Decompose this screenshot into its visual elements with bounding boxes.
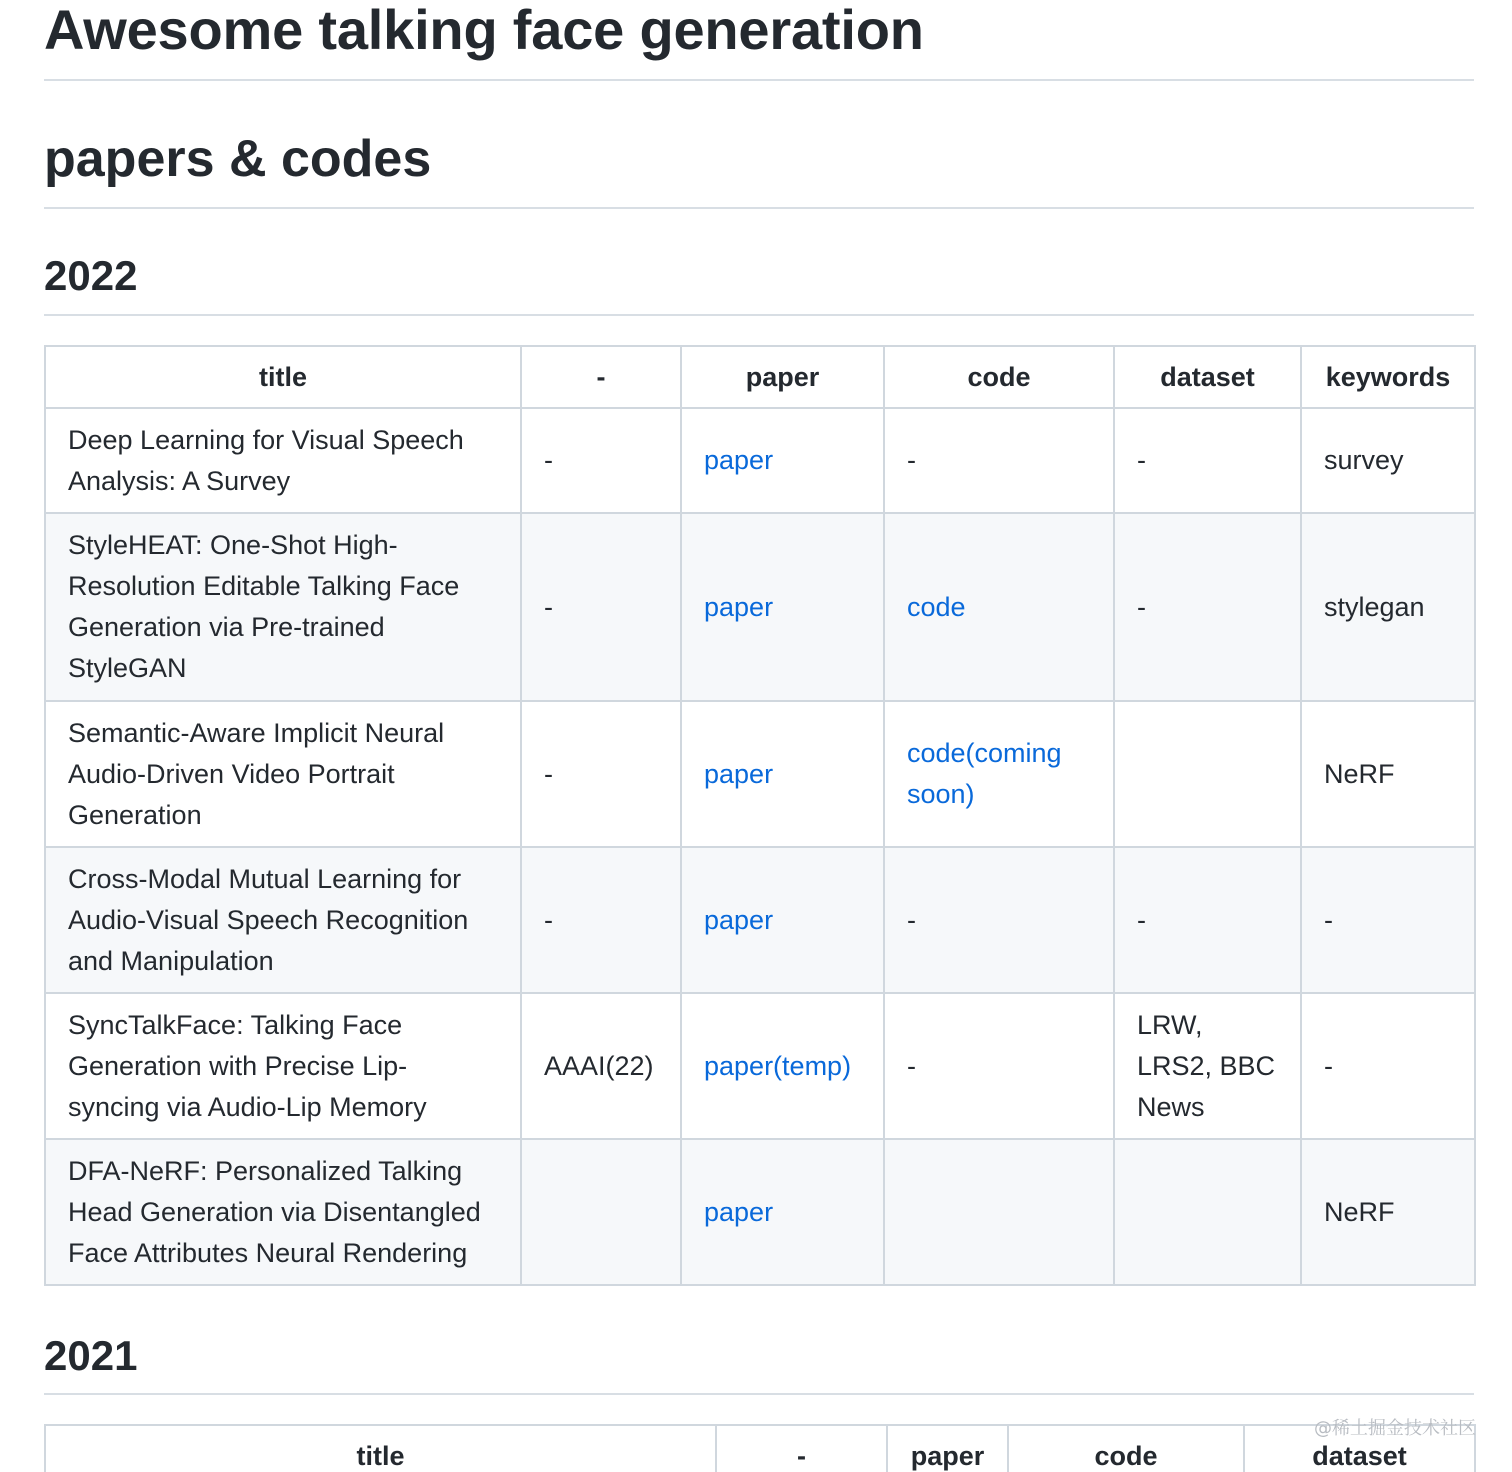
cell-dataset (1114, 1139, 1301, 1285)
cell-code (884, 701, 1114, 847)
paper-link[interactable]: paper (704, 445, 774, 475)
column-header-code: code (884, 346, 1114, 408)
column-header-title: title (45, 346, 521, 408)
column-header-code: code (1008, 1425, 1244, 1472)
year-heading-2022: 2022 (44, 252, 138, 299)
year-heading-2021: 2021 (44, 1332, 138, 1379)
cell-dataset: - (1114, 847, 1301, 993)
paper-link[interactable]: paper (704, 758, 774, 789)
cell-paper (681, 1139, 884, 1285)
cell-venue (521, 1139, 681, 1285)
cell-title: SyncTalkFace: Talking Face Generation with Precise Lip-syncing via Audio-Lip Memory (45, 993, 521, 1139)
cell-keywords: - (1301, 847, 1475, 993)
paper-link[interactable]: paper (704, 1196, 774, 1227)
cell-code (884, 513, 1114, 701)
table-row (45, 1139, 1475, 1285)
paper-link[interactable]: paper(temp) (704, 1050, 852, 1081)
cell-dataset: - (1114, 408, 1301, 513)
column-header-paper: paper (887, 1425, 1008, 1472)
column-header-keywords: keywords (1301, 346, 1475, 408)
cell-code: - (884, 408, 1114, 513)
cell-dataset: LRW, LRS2, BBC News (1114, 993, 1301, 1139)
column-header-venue: - (716, 1425, 887, 1472)
cell-paper (681, 847, 884, 993)
column-header-venue: - (521, 346, 681, 408)
cell-venue: - (521, 513, 681, 701)
table-header-row (45, 1425, 1475, 1472)
cell-title: DFA-NeRF: Personalized Talking Head Generation via Disentangled Face Attributes Neural Rendering (45, 1139, 521, 1285)
page-title: Awesome talking face generation (44, 0, 924, 61)
watermark: @稀土掘金技术社区 (1314, 1418, 1476, 1439)
cell-dataset: - (1114, 513, 1301, 701)
cell-paper (681, 993, 884, 1139)
year-divider-2021 (44, 1393, 1474, 1395)
code-link[interactable]: code(coming soon) (907, 738, 1062, 809)
table-row (45, 847, 1475, 993)
cell-keywords: NeRF (1301, 1139, 1475, 1285)
cell-venue: - (521, 408, 681, 513)
cell-code: - (884, 847, 1114, 993)
subtitle-divider (44, 207, 1474, 209)
code-link[interactable]: code (907, 591, 966, 622)
title-divider (44, 79, 1474, 81)
papers-table-2022 (44, 345, 1476, 1286)
table-row (45, 701, 1475, 847)
cell-title: Semantic-Aware Implicit Neural Audio-Driven Video Portrait Generation (45, 701, 521, 847)
cell-paper (681, 408, 884, 513)
paper-link[interactable]: paper (704, 591, 774, 622)
section-heading-papers-codes: papers & codes (44, 130, 432, 188)
table-row (45, 408, 1475, 513)
papers-table-2021 (44, 1424, 1476, 1472)
table-row (45, 513, 1475, 701)
cell-keywords: NeRF (1301, 701, 1475, 847)
cell-venue: AAAI(22) (521, 993, 681, 1139)
cell-keywords: survey (1301, 408, 1475, 513)
cell-paper (681, 701, 884, 847)
cell-venue: - (521, 847, 681, 993)
cell-keywords: - (1301, 993, 1475, 1139)
column-header-paper: paper (681, 346, 884, 408)
year-divider-2022 (44, 314, 1474, 316)
column-header-title: title (45, 1425, 716, 1472)
cell-title: Deep Learning for Visual Speech Analysis: A Survey (45, 408, 521, 513)
cell-code: - (884, 993, 1114, 1139)
table-header-row (45, 346, 1475, 408)
cell-title: Cross-Modal Mutual Learning for Audio-Visual Speech Recognition and Manipulation (45, 847, 521, 993)
cell-venue: - (521, 701, 681, 847)
cell-keywords: stylegan (1301, 513, 1475, 701)
cell-code (884, 1139, 1114, 1285)
cell-title: StyleHEAT: One-Shot High-Resolution Editable Talking Face Generation via Pre-trained StyleGAN (45, 513, 521, 701)
column-header-dataset: dataset (1244, 1425, 1475, 1472)
cell-paper (681, 513, 884, 701)
cell-dataset (1114, 701, 1301, 847)
paper-link[interactable]: paper (704, 904, 774, 935)
table-row (45, 993, 1475, 1139)
column-header-dataset: dataset (1114, 346, 1301, 408)
